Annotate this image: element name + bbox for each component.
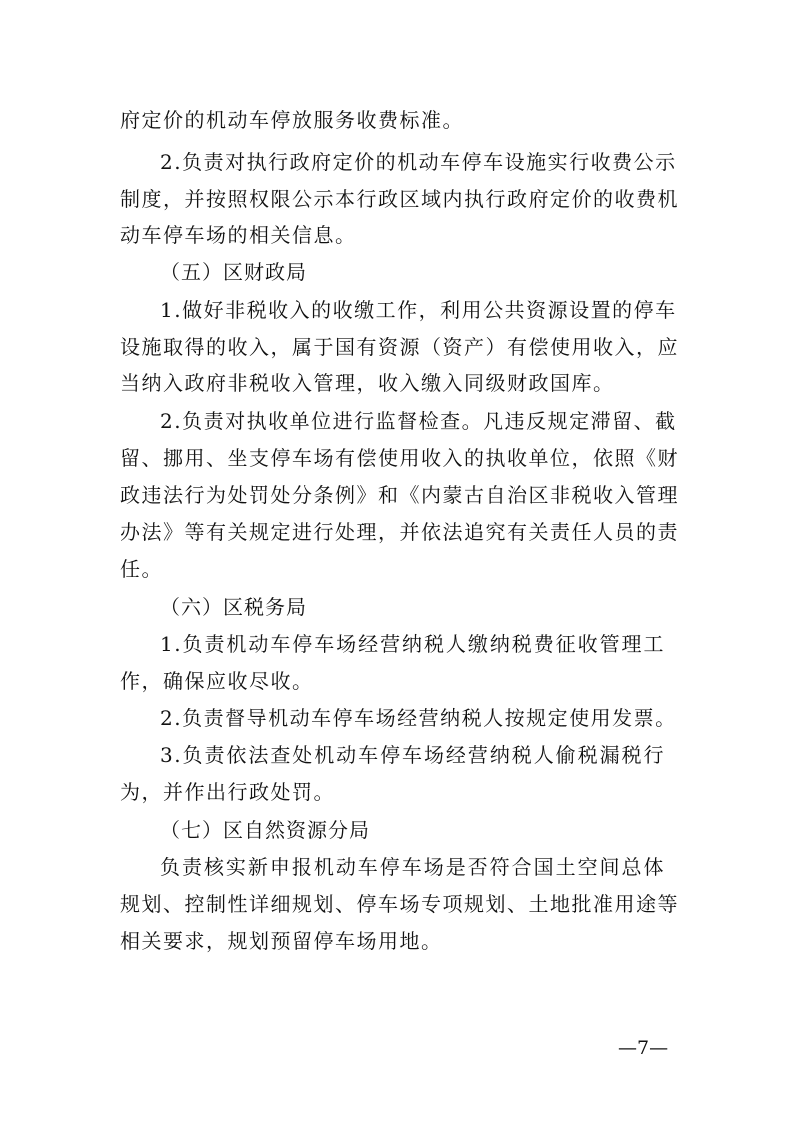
body-text-line: 相关要求，规划预留停车场用地。 [120,929,443,953]
section-heading: （七）区自然资源分局 [160,818,370,842]
body-text-line: 留、挪用、坐支停车场有偿使用收入的执收单位，依照《财 [120,446,679,470]
body-text-line: 任。 [120,557,163,581]
body-text-line: 2.负责对执收单位进行监督检查。凡违反规定滞留、截 [160,409,677,433]
body-text-line: 制度，并按照权限公示本行政区域内执行政府定价的收费机 [120,187,679,211]
body-text-line: 府定价的机动车停放服务收费标准。 [120,108,464,132]
body-text-line: 2.负责对执行政府定价的机动车停车设施实行收费公示 [160,150,677,174]
body-text-line: 1.做好非税收入的收缴工作，利用公共资源设置的停车 [160,298,677,322]
section-heading: （五）区财政局 [160,260,307,284]
body-text-line: 负责核实新申报机动车停车场是否符合国土空间总体 [160,855,665,879]
page-number: —7— [618,1037,669,1059]
body-text-line: 作，确保应收尽收。 [120,669,314,693]
body-text-line: 3.负责依法查处机动车停车场经营纳税人偷税漏税行 [160,743,665,767]
body-text-line: 设施取得的收入，属于国有资源（资产）有偿使用收入，应 [120,335,679,359]
body-text-line: 2.负责督导机动车停车场经营纳税人按规定使用发票。 [160,706,677,730]
body-text-line: 当纳入政府非税收入管理，收入缴入同级财政国库。 [120,371,615,395]
body-text-line: 政违法行为处罚处分条例》和《内蒙古自治区非税收入管理 [120,483,679,507]
body-text-line: 办法》等有关规定进行处理，并依法追究有关责任人员的责 [120,520,679,544]
body-text-line: 1.负责机动车停车场经营纳税人缴纳税费征收管理工 [160,632,665,656]
body-text-line: 动车停车场的相关信息。 [120,223,357,247]
body-text-line: 规划、控制性详细规划、停车场专项规划、土地批准用途等 [120,892,679,916]
section-heading: （六）区税务局 [160,595,307,619]
body-text-line: 为，并作出行政处罚。 [120,780,335,804]
